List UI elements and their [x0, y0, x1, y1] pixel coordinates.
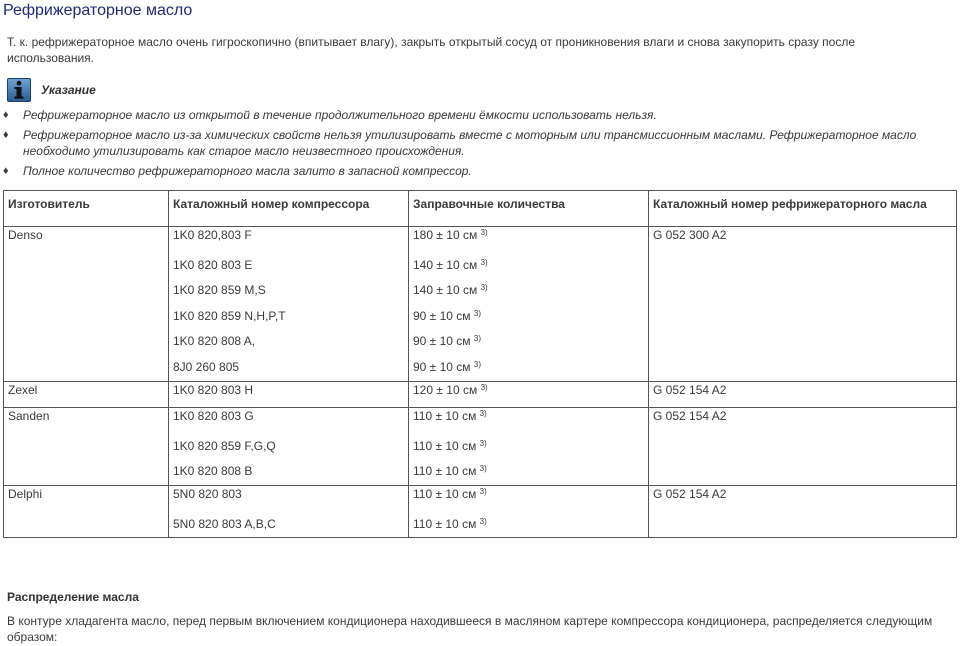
manufacturer-cell [4, 381, 169, 408]
info-icon [7, 78, 31, 102]
header-compressor-part: Каталожный номер компрессора [169, 191, 409, 227]
fill-quantity-value: 140 ± 10 см [413, 283, 478, 298]
bullet-diamond-icon: ♦ [3, 129, 9, 141]
fill-quantity [413, 408, 644, 434]
oil-part-cell [649, 408, 957, 486]
note-bullet-text: Полное количество рефрижераторного масла залито в запасной компрессор. [23, 164, 472, 178]
table-row [4, 381, 957, 408]
compressor-part-number: 1K0 820 808 B [173, 464, 253, 479]
oil-part-number: G 052 300 A2 [653, 228, 727, 242]
footnote-mark: 3) [473, 334, 482, 344]
note-bullet-text: Рефрижераторное масло из-за химических свойств нельзя утилизировать вместе с моторным или трансмиссионным маслами. Рефрижераторное масло необходимо утилизировать как старое масло неизвестного происхождения. [23, 128, 917, 158]
fill-quantity [413, 278, 644, 304]
compressor-part-number: 1K0 820 859 F,G,Q [173, 438, 276, 453]
fill-quantity [413, 486, 644, 512]
fill-quantity [413, 227, 644, 253]
oil-part-cell [649, 227, 957, 382]
compressor-part-cell [169, 485, 409, 537]
footnote-mark: 3) [480, 228, 488, 237]
footnote-mark: 3) [480, 283, 488, 293]
fill-quantity [413, 329, 644, 355]
manufacturer-cell [4, 485, 169, 537]
oil-part-number: G 052 154 A2 [653, 486, 727, 501]
note-bullet-list [3, 107, 943, 183]
fill-quantity-value: 110 ± 10 см [413, 464, 477, 479]
fill-quantity-value: 180 ± 10 см [413, 228, 478, 242]
footnote-mark: 3) [479, 486, 487, 496]
compressor-part-number: 5N0 820 803 A,B,C [173, 516, 276, 531]
compressor-part-cell [169, 408, 409, 486]
fill-quantity [413, 253, 644, 279]
page-title: Рефрижераторное масло [3, 2, 193, 19]
table-row [4, 485, 957, 537]
footnote-mark: 3) [479, 464, 487, 474]
note-bullet [3, 163, 943, 179]
intro-paragraph: Т. к. рефрижераторное масло очень гигроскопично (впитывает влагу), закрыть открытый сосуд от проникновения влаги и снова закупорить сразу после использования. [7, 35, 856, 65]
manufacturer-name: Denso [8, 228, 43, 242]
table-row [4, 227, 957, 382]
note-bullet [3, 107, 943, 123]
note-header [7, 77, 96, 103]
header-fill-quantity: Заправочные количества [409, 191, 649, 227]
fill-quantity-value: 110 ± 10 см [413, 409, 477, 424]
compressor-part-number: 1K0 820 803 G [173, 409, 254, 424]
compressor-part-number: 1K0 820 859 N,H,P,T [173, 308, 286, 323]
fill-quantity-cell [409, 381, 649, 408]
section-title: Распределение масла [7, 590, 139, 604]
manufacturer-name: Sanden [8, 409, 50, 424]
fill-quantity-value: 90 ± 10 см [413, 308, 471, 323]
note-bullet [3, 127, 943, 159]
manufacturer-cell [4, 408, 169, 486]
compressor-part-number: 1K0 820 859 M,S [173, 283, 266, 298]
manufacturer-name: Delphi [8, 486, 43, 501]
fill-quantity-cell [409, 485, 649, 537]
compressor-part-number: 5N0 820 803 [173, 486, 242, 501]
fill-quantity-value: 120 ± 10 см [413, 382, 478, 397]
fill-quantity-value: 110 ± 10 см [413, 486, 477, 501]
footnote-mark: 3) [473, 359, 482, 369]
table-header-row [4, 191, 957, 227]
footnote-mark: 3) [480, 382, 488, 392]
fill-quantity-value: 90 ± 10 см [413, 359, 471, 374]
fill-quantity-value: 140 ± 10 см [413, 257, 478, 272]
bullet-diamond-icon: ♦ [3, 109, 9, 121]
footnote-mark: 3) [479, 438, 487, 448]
footnote-mark: 3) [479, 409, 487, 419]
compressor-part-number: 8J0 260 805 [173, 359, 240, 374]
fill-quantity-value: 90 ± 10 см [413, 334, 471, 349]
section-paragraph: В контуре хладагента масло, перед первым включением кондиционера находившееся в масляном картере компрессора кондиционера, распределяется следующим образом: [7, 614, 933, 644]
compressor-part-number: 1K0 820 803 E [173, 257, 253, 272]
compressor-part-number: 1K0 820 803 H [173, 382, 254, 397]
manufacturer-name: Zexel [8, 382, 38, 397]
oil-part-number: G 052 154 A2 [653, 382, 727, 397]
fill-quantity-cell [409, 408, 649, 486]
footnote-mark: 3) [473, 308, 482, 318]
compressor-part-number: 1K0 820 808 A, [173, 334, 256, 349]
note-bullet-text: Рефрижераторное масло из открытой в течение продолжительного времени ёмкости использовать нельзя. [23, 108, 657, 122]
fill-quantity [413, 304, 644, 330]
table-row [4, 408, 957, 486]
header-manufacturer: Изготовитель [4, 191, 169, 227]
refrigerant-oil-table [3, 190, 957, 538]
manufacturer-cell [4, 227, 169, 382]
fill-quantity [413, 459, 644, 485]
bullet-diamond-icon: ♦ [3, 165, 9, 177]
fill-quantity [413, 382, 644, 408]
fill-quantity-value: 110 ± 10 см [413, 438, 477, 453]
footnote-mark: 3) [480, 257, 488, 267]
footnote-mark: 3) [479, 516, 487, 526]
fill-quantity-cell [409, 227, 649, 382]
compressor-part-number: 1K0 820,803 F [173, 228, 252, 242]
compressor-part-cell [169, 227, 409, 382]
fill-quantity-value: 110 ± 10 см [413, 516, 477, 531]
fill-quantity [413, 512, 644, 538]
oil-part-number: G 052 154 A2 [653, 409, 727, 424]
fill-quantity [413, 434, 644, 460]
compressor-part-cell [169, 381, 409, 408]
fill-quantity [413, 355, 644, 381]
header-oil-part: Каталожный номер рефрижераторного масла [649, 191, 957, 227]
oil-part-cell [649, 381, 957, 408]
note-title: Указание [41, 83, 96, 97]
oil-part-cell [649, 485, 957, 537]
